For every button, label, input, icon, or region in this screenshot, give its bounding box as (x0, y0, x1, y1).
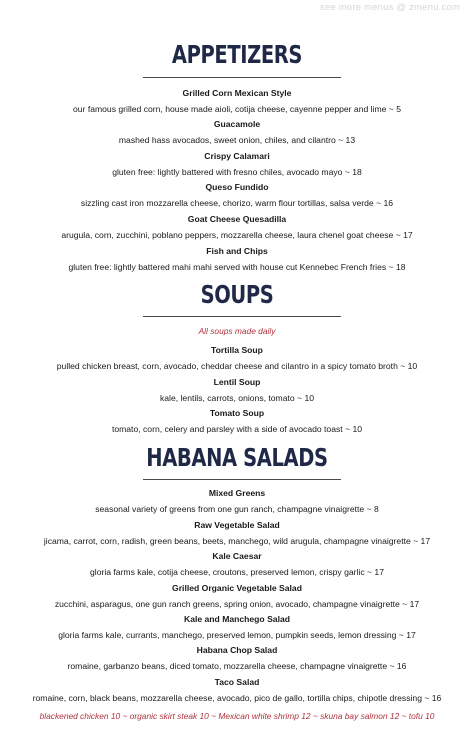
item-description: our famous grilled corn, house made aioli, cotija cheese, cayenne pepper and lime ~ 5 (73, 104, 401, 114)
item-description: romaine, corn, black beans, mozzarella cheese, avocado, pico de gallo, tortilla chips, chipotle dressing ~ 16 (32, 693, 442, 703)
item-name: Grilled Organic Vegetable Salad (172, 583, 302, 593)
menu-item (0, 614, 474, 641)
item-name: Raw Vegetable Salad (194, 520, 280, 530)
menu-item (0, 182, 474, 209)
item-name: Lentil Soup (213, 377, 261, 387)
menu-item (0, 246, 474, 273)
menu-item (0, 377, 474, 404)
menu-item (0, 151, 474, 178)
item-name: Kale Caesar (212, 551, 262, 561)
item-description: gluten free: lightly battered with fresno chiles, avocado mayo ~ 18 (112, 167, 362, 177)
menu-item (0, 345, 474, 372)
item-name: Tomato Soup (209, 408, 265, 418)
item-name: Grilled Corn Mexican Style (182, 88, 292, 98)
item-description: gloria farms kale, currants, manchego, preserved lemon, pumpkin seeds, lemon dressing ~ 17 (58, 630, 416, 640)
menu-item (0, 214, 474, 241)
item-name: Queso Fundido (205, 182, 269, 192)
soups-note: All soups made daily (198, 326, 276, 336)
item-description: kale, lentils, carrots, onions, tomato ~ 10 (159, 393, 315, 403)
salad-addons: blackened chicken 10 ~ organic skirt steak 10 ~ Mexican white shrimp 12 ~ skuna bay salmon 12 ~ tofu 10 (39, 711, 435, 721)
item-description: gluten free: lightly battered mahi mahi served with house cut Kennebec French fries ~ 18 (68, 262, 406, 272)
item-name: Tortilla Soup (211, 345, 263, 355)
item-description: arugula, corn, zucchini, poblano peppers, mozzarella cheese, laura chenel goat cheese ~ 17 (61, 230, 413, 240)
menu-item (0, 645, 474, 672)
item-description: jicama, carrot, corn, radish, green beans, beets, manchego, wild arugula, champagne vinaigrette ~ 17 (43, 536, 431, 546)
menu-item (0, 119, 474, 146)
item-description: seasonal variety of greens from one gun ranch, champagne vinaigrette ~ 8 (95, 504, 379, 514)
item-description: pulled chicken breast, corn, avocado, cheddar cheese and cilantro in a spicy tomato broth ~ 10 (56, 361, 418, 371)
menu-item (0, 488, 474, 515)
menu-item (0, 583, 474, 610)
menu-item (0, 88, 474, 115)
item-description: zucchini, asparagus, one gun ranch greens, spring onion, avocado, champagne vinaigrette ~ 17 (54, 599, 420, 609)
soups-divider (143, 316, 341, 317)
salads-heading: HABANA SALADS (146, 443, 328, 472)
menu-item (0, 408, 474, 435)
item-name: Fish and Chips (206, 246, 268, 256)
appetizers-divider (143, 77, 341, 78)
item-name: Crispy Calamari (204, 151, 270, 161)
item-name: Taco Salad (214, 677, 260, 687)
menu-item (0, 677, 474, 704)
menu-item (0, 520, 474, 547)
menu-item (0, 551, 474, 578)
item-name: Kale and Manchego Salad (183, 614, 291, 624)
salads-divider (143, 479, 341, 480)
item-description: tomato, corn, celery and parsley with a side of avocado toast ~ 10 (111, 424, 363, 434)
item-description: mashed hass avocados, sweet onion, chiles, and cilantro ~ 13 (118, 135, 356, 145)
appetizers-heading: APPETIZERS (171, 40, 303, 69)
watermark-text: see more menus @ zmenu.com (320, 2, 460, 13)
item-name: Goat Cheese Quesadilla (187, 214, 287, 224)
item-description: romaine, garbanzo beans, diced tomato, mozzarella cheese, champagne vinaigrette ~ 16 (67, 661, 407, 671)
item-description: gloria farms kale, cotija cheese, croutons, preserved lemon, crispy garlic ~ 17 (90, 567, 384, 577)
item-name: Mixed Greens (208, 488, 266, 498)
item-name: Habana Chop Salad (196, 645, 278, 655)
soups-heading: SOUPS (200, 280, 274, 309)
item-description: sizzling cast iron mozzarella cheese, chorizo, warm flour tortillas, salsa verde ~ 16 (80, 198, 394, 208)
item-name: Guacamole (213, 119, 261, 129)
